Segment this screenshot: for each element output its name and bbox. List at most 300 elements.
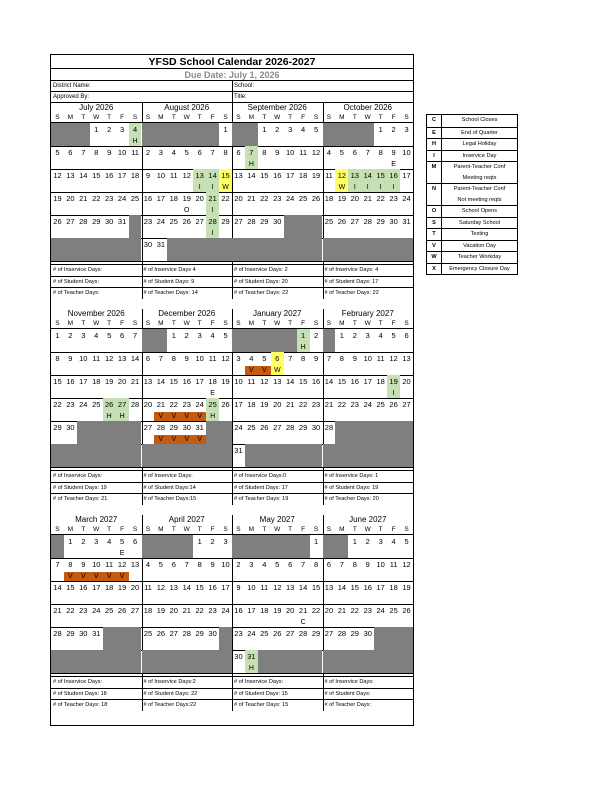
legend-description: Vacation Day bbox=[463, 242, 496, 249]
weekday-letter: S bbox=[132, 526, 138, 533]
day-mark bbox=[400, 160, 413, 170]
day-mark bbox=[310, 183, 323, 193]
empty-cell bbox=[90, 252, 103, 262]
empty-cell bbox=[64, 123, 77, 137]
day-cell: 8 bbox=[313, 560, 319, 569]
day-cell: 28 bbox=[53, 629, 62, 638]
empty-cell bbox=[361, 123, 374, 137]
day-cell: 8 bbox=[55, 354, 60, 363]
day-mark bbox=[400, 549, 413, 559]
day-mark bbox=[361, 206, 374, 216]
day-mark bbox=[193, 641, 206, 651]
empty-cell bbox=[206, 435, 219, 445]
empty-cell bbox=[323, 444, 336, 458]
day-cell: 16 bbox=[104, 171, 114, 180]
day-cell: 9 bbox=[275, 148, 280, 157]
day-cell: 7 bbox=[339, 560, 344, 569]
day-mark bbox=[142, 366, 155, 376]
empty-cell bbox=[348, 435, 361, 445]
empty-cell bbox=[116, 435, 129, 445]
day-cell: 22 bbox=[337, 400, 347, 409]
day-cell: 31 bbox=[195, 423, 204, 432]
day-mark bbox=[193, 366, 206, 376]
empty-cell bbox=[180, 650, 193, 664]
day-mark bbox=[206, 595, 219, 605]
month-stat: # of Inservice Days: bbox=[51, 470, 142, 482]
month-stat: # of Inservice Days: bbox=[323, 676, 414, 688]
weekday-letter: T bbox=[107, 114, 112, 121]
day-mark bbox=[335, 641, 348, 651]
day-mark bbox=[103, 137, 116, 147]
empty-cell bbox=[258, 444, 271, 458]
empty-cell bbox=[154, 535, 167, 549]
day-cell: 26 bbox=[53, 217, 62, 226]
empty-cell bbox=[348, 137, 361, 147]
day-cell: 6 bbox=[271, 352, 284, 366]
legend bbox=[426, 114, 518, 275]
empty-cell bbox=[116, 252, 129, 262]
weekday-letter: W bbox=[93, 320, 100, 327]
day-cell: 13 bbox=[130, 560, 140, 569]
empty-cell bbox=[90, 650, 103, 664]
day-mark bbox=[297, 412, 310, 422]
empty-cell bbox=[51, 458, 64, 468]
day-cell: 12 bbox=[53, 171, 62, 180]
empty-cell bbox=[64, 444, 77, 458]
day-cell: 28 bbox=[79, 217, 88, 226]
day-cell: 16 bbox=[363, 583, 372, 592]
legend-row-m bbox=[427, 161, 517, 183]
empty-cell bbox=[51, 664, 64, 674]
day-mark bbox=[51, 641, 64, 651]
day-cell: 3 bbox=[158, 148, 163, 157]
empty-cell bbox=[271, 549, 284, 559]
day-mark bbox=[206, 618, 219, 628]
day-cell: 16 bbox=[79, 583, 88, 592]
day-mark bbox=[323, 229, 336, 239]
day-cell: 10 bbox=[376, 560, 385, 569]
day-mark bbox=[232, 618, 245, 628]
day-cell: 22 bbox=[350, 606, 359, 615]
month-stat: # of Inservice Days: bbox=[51, 676, 142, 688]
empty-cell bbox=[400, 444, 413, 458]
day-cell: 30 bbox=[66, 423, 75, 432]
day-mark bbox=[142, 595, 155, 605]
day-cell: 25 bbox=[206, 398, 219, 412]
day-mark bbox=[154, 595, 167, 605]
day-mark bbox=[310, 206, 323, 216]
month-stat: # of Student Days: bbox=[51, 276, 142, 288]
empty-cell bbox=[335, 549, 348, 559]
weekday-letter: T bbox=[197, 320, 202, 327]
day-mark bbox=[64, 343, 77, 353]
weekday-letter: T bbox=[81, 114, 86, 121]
day-mark bbox=[361, 389, 374, 399]
empty-cell bbox=[103, 421, 116, 435]
day-mark bbox=[361, 618, 374, 628]
day-mark bbox=[310, 137, 323, 147]
empty-cell bbox=[335, 458, 348, 468]
day-cell: 12 bbox=[182, 171, 191, 180]
weekday-letter: M bbox=[339, 114, 345, 121]
empty-cell bbox=[400, 650, 413, 664]
day-cell: 9 bbox=[313, 354, 319, 363]
day-cell: 22 bbox=[311, 606, 321, 615]
day-mark bbox=[219, 206, 232, 216]
day-mark bbox=[348, 641, 361, 651]
empty-cell bbox=[323, 535, 336, 549]
empty-cell bbox=[103, 650, 116, 664]
empty-cell bbox=[90, 421, 103, 435]
empty-cell bbox=[142, 343, 155, 353]
weekday-letter: S bbox=[313, 114, 319, 121]
day-cell: 8 bbox=[352, 560, 357, 569]
day-mark bbox=[90, 366, 103, 376]
day-mark: I bbox=[361, 183, 374, 193]
day-cell: 6 bbox=[120, 331, 125, 340]
day-mark bbox=[387, 137, 400, 147]
weekday-letter: S bbox=[223, 526, 228, 533]
empty-cell bbox=[232, 123, 245, 137]
empty-cell bbox=[297, 238, 310, 252]
day-mark bbox=[193, 549, 206, 559]
legend-code: W bbox=[427, 252, 442, 263]
day-cell: 14 bbox=[130, 354, 140, 363]
day-mark bbox=[219, 343, 232, 353]
day-mark bbox=[232, 412, 245, 422]
day-mark: I bbox=[206, 206, 219, 216]
day-cell: 5 bbox=[158, 560, 163, 569]
day-mark bbox=[103, 206, 116, 216]
empty-cell bbox=[335, 238, 348, 252]
day-mark bbox=[180, 366, 193, 376]
day-mark bbox=[180, 595, 193, 605]
day-mark bbox=[129, 618, 142, 628]
day-cell: 28 bbox=[324, 423, 334, 432]
empty-cell bbox=[206, 421, 219, 435]
empty-cell bbox=[258, 664, 271, 674]
day-cell: 14 bbox=[182, 583, 191, 592]
day-mark bbox=[103, 595, 116, 605]
day-mark bbox=[103, 160, 116, 170]
month-stat: # of Inservice Days:0 bbox=[232, 470, 323, 482]
weekday-letter: S bbox=[223, 320, 228, 327]
day-cell: 3 bbox=[81, 331, 86, 340]
legend-code: S bbox=[427, 218, 442, 229]
day-mark bbox=[77, 412, 90, 422]
day-cell: 30 bbox=[208, 629, 217, 638]
day-mark: I bbox=[193, 183, 206, 193]
day-mark bbox=[219, 389, 232, 399]
empty-cell bbox=[77, 664, 90, 674]
day-mark bbox=[284, 160, 297, 170]
day-mark bbox=[64, 160, 77, 170]
weekday-letter: M bbox=[158, 114, 164, 121]
day-mark bbox=[129, 595, 142, 605]
empty-cell bbox=[180, 549, 193, 559]
day-cell: 17 bbox=[285, 171, 295, 180]
weekday-letter: W bbox=[364, 320, 371, 327]
day-cell: 27 bbox=[350, 217, 359, 226]
weekday-header bbox=[142, 525, 233, 535]
day-mark bbox=[180, 160, 193, 170]
empty-cell bbox=[335, 421, 348, 435]
day-cell: 6 bbox=[404, 331, 409, 340]
day-mark bbox=[232, 366, 245, 376]
day-mark bbox=[297, 137, 310, 147]
weekday-letter: M bbox=[158, 320, 164, 327]
day-cell: 19 bbox=[182, 194, 191, 203]
day-cell: 21 bbox=[79, 194, 88, 203]
day-mark bbox=[142, 618, 155, 628]
day-cell: 30 bbox=[273, 217, 282, 226]
day-cell: 17 bbox=[247, 606, 256, 615]
week-divider bbox=[323, 261, 414, 262]
day-mark bbox=[400, 229, 413, 239]
weekday-letter: T bbox=[352, 114, 357, 121]
day-mark bbox=[90, 549, 103, 559]
day-cell: 5 bbox=[404, 537, 409, 546]
empty-cell bbox=[193, 252, 206, 262]
day-cell: 22 bbox=[53, 400, 62, 409]
empty-cell bbox=[219, 252, 232, 262]
day-cell: 15 bbox=[260, 171, 269, 180]
day-cell: 4 bbox=[262, 560, 267, 569]
day-mark bbox=[51, 412, 64, 422]
weekday-letter: T bbox=[352, 526, 357, 533]
day-mark bbox=[400, 343, 413, 353]
day-cell: 20 bbox=[324, 606, 334, 615]
day-mark bbox=[193, 206, 206, 216]
day-mark bbox=[387, 366, 400, 376]
day-mark bbox=[232, 183, 245, 193]
day-mark bbox=[129, 343, 142, 353]
day-mark bbox=[310, 343, 323, 353]
day-mark: H bbox=[206, 412, 219, 422]
empty-cell bbox=[51, 650, 64, 664]
empty-cell bbox=[310, 458, 323, 468]
day-cell: 13 bbox=[143, 377, 153, 386]
day-mark: I bbox=[206, 229, 219, 239]
day-mark bbox=[400, 572, 413, 582]
day-cell: 9 bbox=[365, 560, 370, 569]
day-mark bbox=[232, 435, 245, 445]
month-stat: # of Teacher Days: 15 bbox=[232, 699, 323, 711]
day-mark bbox=[335, 160, 348, 170]
day-cell: 28 bbox=[206, 215, 219, 229]
day-mark bbox=[271, 206, 284, 216]
day-cell: 3 bbox=[197, 331, 202, 340]
day-mark bbox=[90, 343, 103, 353]
day-cell: 29 bbox=[311, 629, 321, 638]
month-title: November 2026 bbox=[67, 309, 125, 318]
weekday-letter: S bbox=[404, 320, 409, 327]
week-divider bbox=[323, 673, 414, 674]
empty-cell bbox=[206, 444, 219, 458]
week-divider bbox=[51, 673, 142, 674]
empty-cell bbox=[116, 664, 129, 674]
day-mark bbox=[51, 206, 64, 216]
day-mark bbox=[374, 572, 387, 582]
legend-description: Parent-Teacher Conf Not meeting reqts bbox=[453, 186, 506, 203]
day-mark: E bbox=[210, 389, 215, 397]
day-mark bbox=[323, 618, 336, 628]
legend-code: I bbox=[427, 151, 442, 162]
day-mark bbox=[297, 183, 310, 193]
day-mark bbox=[180, 343, 193, 353]
empty-cell bbox=[361, 650, 374, 664]
day-mark: V bbox=[193, 412, 206, 422]
month-stat: # of Inservice Days: 4 bbox=[323, 264, 414, 276]
day-mark bbox=[167, 572, 180, 582]
month-stat: # of Teacher Days:15 bbox=[142, 493, 233, 505]
day-mark bbox=[271, 641, 284, 651]
day-cell: 12 bbox=[311, 148, 321, 157]
day-cell: 6 bbox=[145, 354, 151, 363]
day-mark bbox=[90, 412, 103, 422]
day-cell: 29 bbox=[66, 629, 75, 638]
weekday-letter: T bbox=[378, 320, 383, 327]
day-cell: 25 bbox=[324, 217, 334, 226]
empty-cell bbox=[258, 549, 271, 559]
day-mark bbox=[167, 641, 180, 651]
day-cell: 4 bbox=[378, 331, 383, 340]
empty-cell bbox=[387, 252, 400, 262]
empty-cell bbox=[232, 137, 245, 147]
day-cell: 1 bbox=[68, 537, 73, 546]
day-mark bbox=[284, 412, 297, 422]
empty-cell bbox=[374, 641, 387, 651]
day-cell: 8 bbox=[378, 148, 383, 157]
empty-cell bbox=[245, 444, 258, 458]
empty-cell bbox=[142, 444, 155, 458]
day-mark bbox=[387, 343, 400, 353]
day-cell: 27 bbox=[116, 398, 129, 412]
day-cell: 1 bbox=[55, 331, 60, 340]
empty-cell bbox=[154, 137, 167, 147]
empty-cell bbox=[323, 238, 336, 252]
weekday-letter: M bbox=[67, 320, 74, 327]
weekday-letter: T bbox=[262, 114, 267, 121]
legend-row-i bbox=[427, 150, 517, 162]
day-mark bbox=[284, 389, 297, 399]
day-cell: 5 bbox=[339, 148, 344, 157]
weekday-header bbox=[142, 319, 233, 329]
day-mark bbox=[154, 389, 167, 399]
empty-cell bbox=[297, 549, 310, 559]
day-cell: 5 bbox=[107, 331, 112, 340]
day-mark bbox=[51, 389, 64, 399]
weekday-letter: F bbox=[391, 320, 396, 327]
day-cell: 25 bbox=[247, 423, 256, 432]
legend-code: V bbox=[427, 241, 442, 252]
empty-cell bbox=[206, 137, 219, 147]
month-stat: # of Student Days: 17 bbox=[232, 482, 323, 494]
day-cell: 26 bbox=[389, 400, 398, 409]
empty-cell bbox=[348, 458, 361, 468]
empty-cell bbox=[193, 664, 206, 674]
empty-cell bbox=[154, 444, 167, 458]
empty-cell bbox=[374, 421, 387, 435]
empty-cell bbox=[129, 435, 142, 445]
day-mark bbox=[90, 595, 103, 605]
day-cell: 12 bbox=[389, 354, 398, 363]
day-mark: V bbox=[258, 366, 271, 376]
day-mark bbox=[90, 389, 103, 399]
day-mark bbox=[271, 183, 284, 193]
day-mark bbox=[310, 366, 323, 376]
day-cell: 3 bbox=[404, 125, 409, 134]
day-cell: 7 bbox=[288, 354, 293, 363]
day-mark bbox=[297, 572, 310, 582]
day-mark bbox=[154, 252, 167, 262]
empty-cell bbox=[284, 252, 297, 262]
day-mark bbox=[90, 137, 103, 147]
empty-cell bbox=[284, 229, 297, 239]
empty-cell bbox=[142, 123, 155, 137]
empty-cell bbox=[103, 435, 116, 445]
month-stat: # of Teacher Days: 14 bbox=[142, 287, 233, 299]
day-mark bbox=[142, 641, 155, 651]
day-cell: 16 bbox=[311, 377, 321, 386]
weekday-letter: W bbox=[364, 526, 371, 533]
week-divider bbox=[51, 261, 142, 262]
day-mark bbox=[284, 183, 297, 193]
empty-cell bbox=[310, 650, 323, 664]
empty-cell bbox=[348, 421, 361, 435]
day-cell: 26 bbox=[182, 217, 191, 226]
day-mark bbox=[374, 137, 387, 147]
weekday-letter: S bbox=[145, 526, 151, 533]
empty-cell bbox=[116, 444, 129, 458]
weekday-letter: S bbox=[326, 114, 332, 121]
empty-cell bbox=[90, 444, 103, 458]
empty-cell bbox=[271, 535, 284, 549]
day-mark bbox=[142, 183, 155, 193]
day-cell: 20 bbox=[117, 377, 127, 386]
day-mark bbox=[51, 183, 64, 193]
day-mark bbox=[387, 618, 400, 628]
day-cell: 5 bbox=[55, 148, 60, 157]
empty-cell bbox=[206, 252, 219, 262]
day-cell: 9 bbox=[352, 354, 357, 363]
weekday-header bbox=[51, 525, 142, 535]
day-mark bbox=[310, 618, 323, 628]
day-mark bbox=[167, 160, 180, 170]
day-cell: 15 bbox=[337, 377, 347, 386]
day-cell: 23 bbox=[273, 194, 282, 203]
day-mark bbox=[335, 618, 348, 628]
empty-cell bbox=[77, 252, 90, 262]
day-mark bbox=[400, 618, 413, 628]
day-cell: 7 bbox=[81, 148, 86, 157]
day-cell: 22 bbox=[298, 400, 308, 409]
day-cell: 26 bbox=[103, 398, 116, 412]
empty-cell bbox=[387, 641, 400, 651]
day-cell: 19 bbox=[260, 400, 269, 409]
day-cell: 11 bbox=[247, 377, 256, 386]
day-cell: 7 bbox=[158, 354, 163, 363]
day-cell: 12 bbox=[260, 377, 269, 386]
day-cell: 6 bbox=[68, 148, 73, 157]
empty-cell bbox=[142, 549, 155, 559]
empty-cell bbox=[180, 535, 193, 549]
empty-cell bbox=[142, 458, 155, 468]
empty-cell bbox=[129, 458, 142, 468]
empty-cell bbox=[323, 123, 336, 137]
day-mark: V bbox=[116, 572, 129, 582]
day-mark bbox=[77, 641, 90, 651]
